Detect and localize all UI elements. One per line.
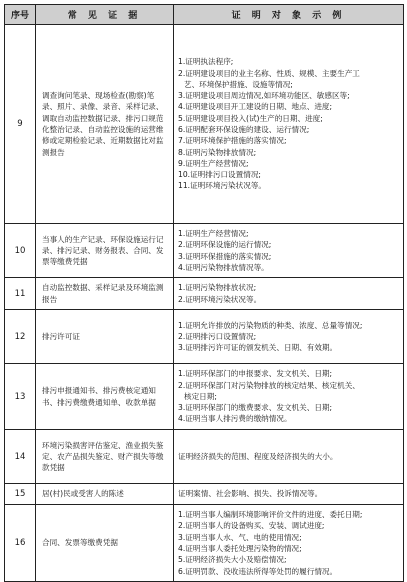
purpose-item: 5.证明经济损失大小及赔偿情况; bbox=[178, 555, 287, 565]
table-header-row bbox=[5, 5, 404, 25]
purpose-cell bbox=[174, 505, 404, 582]
evidence-cell: 排污许可证 bbox=[36, 310, 174, 364]
purpose-item: 1.证明污染物排放状况; bbox=[178, 283, 257, 293]
purpose-cell bbox=[174, 224, 404, 278]
purpose-cell bbox=[174, 278, 404, 310]
purpose-item: 2.证明排污口设置情况; bbox=[178, 331, 257, 341]
purpose-item: 证明经济损失的范围、程度及经济损失的大小。 bbox=[178, 451, 338, 461]
row-number: 14 bbox=[5, 430, 36, 484]
purpose-item: 核定日期; bbox=[184, 391, 217, 401]
purpose-item: 2.证明当事人的设备购买、安装、调试进度; bbox=[178, 521, 325, 531]
purpose-item: 1.证明执法程序; bbox=[178, 57, 234, 67]
purpose-item: 3.证明环保部门的缴费要求、发文机关、日期; bbox=[178, 403, 333, 413]
evidence-table bbox=[4, 4, 404, 582]
purpose-item: 3.证明环保措施的落实情况; bbox=[178, 251, 272, 261]
purpose-cell bbox=[174, 310, 404, 364]
row-number: 9 bbox=[5, 25, 36, 224]
table-row bbox=[5, 430, 404, 484]
purpose-item: 4.证明当事人排污费的缴纳情况。 bbox=[178, 414, 292, 424]
row-number: 16 bbox=[5, 505, 36, 582]
purpose-cell bbox=[174, 25, 404, 224]
purpose-item: 2.证明环境污染状况等。 bbox=[178, 294, 262, 304]
purpose-cell bbox=[174, 430, 404, 484]
header-seq: 序号 bbox=[5, 5, 36, 25]
purpose-item: 1.证明当事人编制环境影响评价文件的进度、委托日期; bbox=[178, 510, 363, 520]
purpose-item: 4.证明污染物排放情况等。 bbox=[178, 262, 269, 272]
purpose-item: 7.证明环境保护措施的落实情况; bbox=[178, 136, 287, 146]
evidence-cell: 排污申报通知书、排污费核定通知书、排污费缴费通知单、收款单据 bbox=[36, 364, 174, 430]
table-row bbox=[5, 505, 404, 582]
purpose-item: 8.证明污染物排放情况; bbox=[178, 147, 257, 157]
row-number: 10 bbox=[5, 224, 36, 278]
evidence-cell: 当事人的生产记录、环保设施运行记录、排污记录、财务报表、合同、发票等缴费凭据 bbox=[36, 224, 174, 278]
purpose-item: 9.证明生产经营情况; bbox=[178, 158, 249, 168]
row-number: 15 bbox=[5, 484, 36, 505]
purpose-item: 5.证明建设项目投入(试)生产的日期、进度; bbox=[178, 113, 323, 123]
purpose-item: 2.证明建设项目的业主名称、性质、规模、主要生产工 bbox=[178, 68, 360, 78]
evidence-cell: 环境污染损害评估鉴定、渔业损失鉴定、农产品损失鉴定、财产损失等缴款凭据 bbox=[36, 430, 174, 484]
row-number: 11 bbox=[5, 278, 36, 310]
evidence-cell: 调查询问笔录、现场检查(勘察)笔录、照片、录像、录音、采样记录、调取自动监控数据记录、排污口规范化整治记录、自动监控设施的运营维修或定期检验记录、近期数据比对监测报告 bbox=[36, 25, 174, 224]
purpose-item: 3.证明排污许可证的颁发机关、日期、有效期。 bbox=[178, 343, 338, 353]
purpose-item: 2.证明环保部门对污染物排放的核定结果、核定机关、 bbox=[178, 380, 360, 390]
purpose-item: 艺、环境保护措施、设施等情况; bbox=[184, 79, 293, 89]
table-row bbox=[5, 224, 404, 278]
purpose-item: 证明案情、社会影响、损失、投诉情况等。 bbox=[178, 489, 323, 499]
purpose-item: 4.证明建设项目开工建设的日期、地点、进度; bbox=[178, 102, 333, 112]
evidence-cell: 自动监控数据、采样记录及环境监测报告 bbox=[36, 278, 174, 310]
row-number: 12 bbox=[5, 310, 36, 364]
purpose-item: 1.证明环保部门的申报要求、发文机关、日期; bbox=[178, 369, 333, 379]
table-row bbox=[5, 484, 404, 505]
purpose-item: 4.证明当事人委托处理污染物的情况; bbox=[178, 544, 302, 553]
purpose-item: 6.证明罚款、没收违法所得等处罚的履行情况。 bbox=[178, 566, 338, 576]
purpose-cell bbox=[174, 484, 404, 505]
table-row bbox=[5, 278, 404, 310]
purpose-item: 1.证明生产经营情况; bbox=[178, 228, 249, 238]
purpose-item: 3.证明建设项目周边情况,如环境功能区、敏感区等; bbox=[178, 91, 350, 101]
evidence-table-container bbox=[4, 4, 403, 576]
header-purpose: 证 明 对 象 示 例 bbox=[174, 5, 404, 25]
purpose-item: 10.证明排污口设置情况; bbox=[178, 170, 261, 180]
evidence-cell: 合同、发票等缴费凭据 bbox=[36, 505, 174, 582]
row-number: 13 bbox=[5, 364, 36, 430]
header-evidence: 常 见 证 据 bbox=[36, 5, 174, 25]
table-row bbox=[5, 310, 404, 364]
purpose-item: 11.证明环境污染状况等。 bbox=[178, 181, 267, 191]
purpose-item: 3.证明当事人水、气、电的使用情况; bbox=[178, 532, 302, 542]
evidence-cell: 居(村)民或受害人的陈述 bbox=[36, 484, 174, 505]
table-row bbox=[5, 25, 404, 224]
purpose-item: 2.证明环保设施的运行情况; bbox=[178, 240, 272, 250]
table-row bbox=[5, 364, 404, 430]
purpose-item: 6.证明配套环保设施的建设、运行情况; bbox=[178, 125, 310, 134]
purpose-cell bbox=[174, 364, 404, 430]
purpose-item: 1.证明允许排放的污染物质的种类、浓度、总量等情况; bbox=[178, 320, 363, 330]
